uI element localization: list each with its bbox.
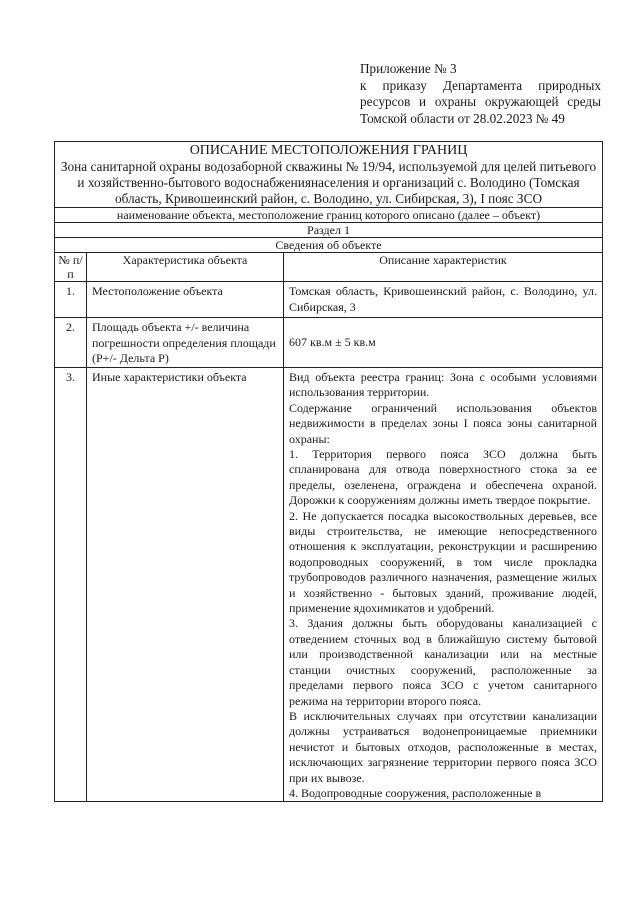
description-paragraph: Томская область, Кривошеинский район, с. Володино, ул. Сибирская, 3: [289, 284, 598, 314]
table-header-row: [55, 253, 603, 282]
document-title: ОПИСАНИЕ МЕСТОПОЛОЖЕНИЯ ГРАНИЦ: [189, 143, 468, 158]
row-description: [284, 318, 603, 368]
header-number: № п/п: [55, 253, 87, 282]
appendix-order-line: к приказу Департамента природных: [360, 77, 601, 93]
row-description: [284, 282, 603, 318]
table-row: [55, 367, 603, 801]
row-number: 1.: [55, 282, 87, 318]
appendix-number: Приложение № 3: [360, 61, 457, 76]
boundary-description-table: [54, 141, 603, 802]
title-cell: [55, 142, 603, 208]
appendix-department-line: ресурсов и охраны окружающей среды: [360, 94, 601, 109]
row-number: 2.: [55, 318, 87, 368]
row-characteristic: Площадь объекта +/- величина погрешности определения площади (Р+/- Дельта Р): [87, 318, 284, 368]
row-characteristic: Иные характеристики объекта: [87, 367, 284, 801]
row-characteristic: Местоположение объекта: [87, 282, 284, 318]
row-description: [284, 367, 603, 801]
section-title: Сведения об объекте: [55, 238, 603, 253]
description-paragraph: 2. Не допускается посадка высокоствольных деревьев, все виды строительства, не имеющие непосредственного отношения к эксплуатации, реконструкции и расширению водопроводных сооружений, в том числе прокладка трубопроводов различного назначения, размещение жилых и хозяйственно - бытовых зданий, проживание людей, применение ядохимикатов и удобрений.: [289, 508, 598, 616]
description-paragraph: Вид объекта реестра границ: Зона с особыми условиями использования территории.: [289, 369, 598, 400]
header-description: Описание характеристик: [284, 253, 603, 282]
description-paragraph: В исключительных случаях при отсутствии канализации должны устраиваться водонепроницаемые приемники нечистот и бытовых отходов, расположенные в местах, исключающих загрязнение территории первого пояса ЗСО при их вывозе.: [289, 708, 598, 785]
section-number: Раздел 1: [55, 223, 603, 238]
table-row: [55, 282, 603, 318]
description-paragraph: 607 кв.м ± 5 кв.м: [289, 334, 376, 349]
description-paragraph: 3. Здания должны быть оборудованы канализацией с отведением сточных вод в ближайшую систему бытовой или производственной канализации или на местные станции очистных сооружений, расположенные за пределами первого пояса ЗСО с учетом санитарного режима на территории второго пояса.: [289, 616, 598, 708]
row-number: 3.: [55, 367, 87, 801]
header-characteristic: Характеристика объекта: [87, 253, 284, 282]
description-paragraph: Содержание ограничений использования объектов недвижимости в пределах зоны I пояса зоны санитарной охраны:: [289, 400, 598, 446]
object-caption: наименование объекта, местоположение границ которого описано (далее – объект): [55, 208, 603, 223]
object-name: Зона санитарной охраны водозаборной скважины № 19/94, используемой для целей питьевого и хозяйственно-бытового водоснабжениянаселения и организаций с. Володино (Томская область, Кривошеинский район, с. Володино, ул. Сибирская, 3), I пояс ЗСО: [60, 158, 597, 206]
appendix-header: [360, 61, 601, 127]
appendix-date-line: Томской области от 28.02.2023 № 49: [360, 110, 565, 126]
description-paragraph: 1. Территория первого пояса ЗСО должна быть спланирована для отвода поверхностного стока за ее пределы, озеленена, ограждена и обеспечена охраной. Дорожки к сооружениям должны иметь твердое покрытие.: [289, 447, 598, 508]
table-row: [55, 318, 603, 368]
description-paragraph: 4. Водопроводные сооружения, расположенные в: [289, 785, 542, 800]
